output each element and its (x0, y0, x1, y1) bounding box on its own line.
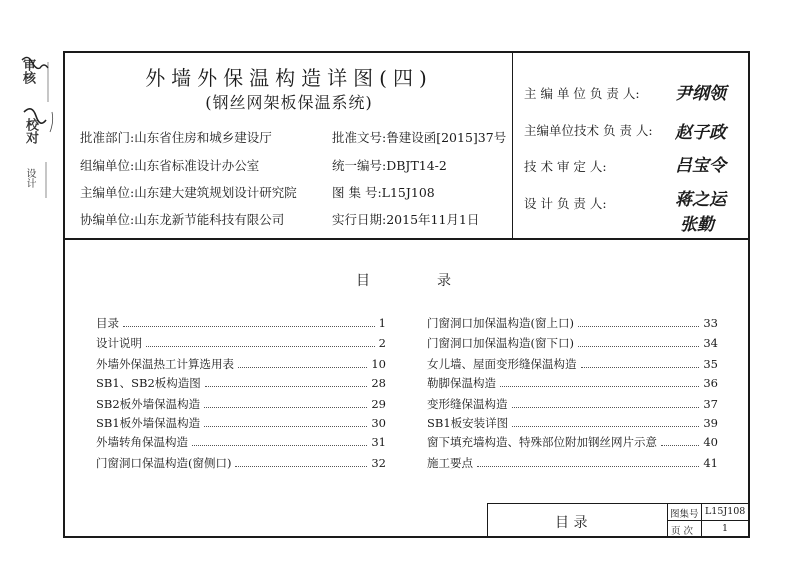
toc-item[interactable]: SB1、SB2板构造图 28 (96, 376, 386, 390)
info-chief-editor: 主编单位:山东建大建筑规划设计研究院 (80, 185, 297, 200)
info-approval-no: 批准文号:鲁建设函[2015]37号 (332, 130, 507, 145)
toc-item[interactable]: 窗下填充墙构造、特殊部位附加钢丝网片示意 40 (427, 435, 718, 449)
info-effective-date: 实行日期:2015年11月1日 (332, 212, 480, 227)
toc-heading-left: 目 (356, 273, 370, 289)
signature-chief-unit-head: 尹纲领 (675, 84, 726, 104)
header-bottom-line (63, 238, 750, 240)
header-divider (512, 51, 513, 238)
title-block-left (487, 503, 488, 538)
toc-item[interactable]: SB1板外墙保温构造 30 (96, 416, 386, 430)
info-atlas-no: 图 集 号:L15J108 (332, 185, 435, 200)
toc-item[interactable]: 设计说明 2 (96, 336, 386, 350)
role-chief-unit-head: 主 编 单 位 负 责 人: (524, 86, 640, 101)
toc-item[interactable]: 施工要点 41 (427, 456, 718, 470)
toc-item[interactable]: 门窗洞口加保温构造(窗上口) 33 (427, 316, 718, 330)
title-block-top (487, 503, 750, 504)
signature-design-head-1: 蒋之运 (675, 190, 726, 210)
margin-scribbles (18, 52, 62, 202)
signature-technical-head: 赵子政 (675, 123, 726, 143)
signature-design-head-2: 张勤 (680, 215, 714, 235)
role-technical-reviewer: 技 术 审 定 人: (524, 159, 607, 174)
toc-item[interactable]: SB2板外墙保温构造 29 (96, 397, 386, 411)
toc-item[interactable]: 外墙转角保温构造 31 (96, 435, 386, 449)
toc-item[interactable]: 女儿墙、屋面变形缝保温构造 35 (427, 357, 718, 371)
toc-item[interactable]: 外墙外保温热工计算选用表 10 (96, 357, 386, 371)
toc-item[interactable]: 目录 1 (96, 316, 386, 330)
footer-atlas-label: 图集号 (670, 509, 699, 520)
role-technical-head: 主编单位技术 负 责 人: (524, 123, 653, 138)
page-title: 外墙外保温构造详图(四) (145, 66, 433, 90)
toc-heading-right: 录 (437, 273, 451, 289)
page-subtitle: (钢丝网架板保温系统) (205, 93, 373, 112)
margin-sig-3: 设计 (24, 168, 35, 188)
toc-item[interactable]: 变形缝保温构造 37 (427, 397, 718, 411)
toc-item[interactable]: SB1板安装详图 39 (427, 416, 718, 430)
toc-item[interactable]: 门窗洞口加保温构造(窗下口) 34 (427, 336, 718, 350)
role-design-head: 设 计 负 责 人: (524, 196, 607, 211)
margin-sig-1: 审核 (20, 58, 35, 84)
margin-sig-2: 校对 (23, 118, 38, 144)
footer-page-label: 页 次 (671, 526, 694, 537)
toc-item[interactable]: 勒脚保温构造 36 (427, 376, 718, 390)
toc-item[interactable]: 门窗洞口保温构造(窗侧口) 32 (96, 456, 386, 470)
title-block-mid (667, 520, 750, 521)
footer-page-value: 1 (722, 523, 729, 534)
info-unified-no: 统一编号:DBJT14-2 (332, 158, 447, 173)
info-co-editor: 协编单位:山东龙新节能科技有限公司 (80, 212, 285, 227)
footer-atlas-value: L15J108 (705, 506, 746, 517)
info-approval-dept: 批准部门:山东省住房和城乡建设厅 (80, 130, 272, 145)
info-compiling-unit: 组编单位:山东省标准设计办公室 (80, 158, 260, 173)
signature-technical-reviewer: 吕宝令 (675, 156, 726, 176)
footer-title: 目 录 (555, 515, 588, 531)
